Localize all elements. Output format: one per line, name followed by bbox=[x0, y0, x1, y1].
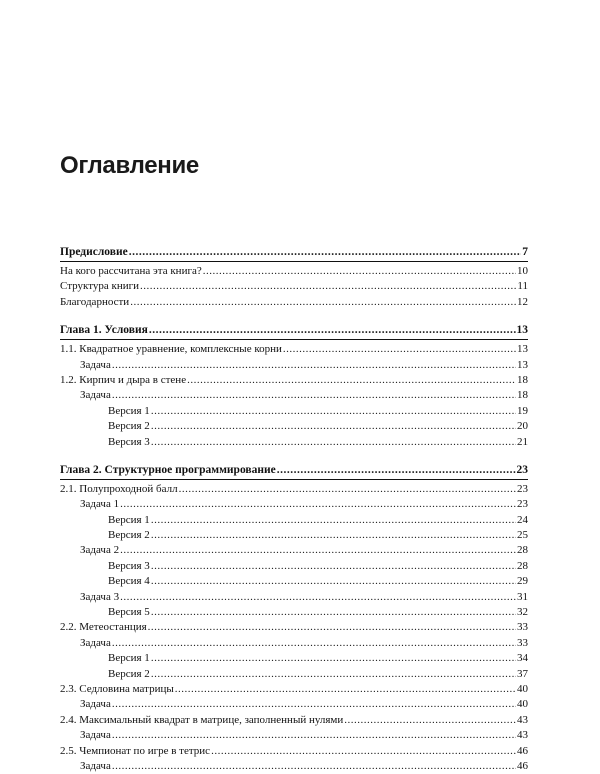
dot-leader bbox=[149, 322, 516, 339]
toc-entry[interactable] bbox=[60, 682, 528, 697]
toc-page-number: 40 bbox=[517, 682, 528, 695]
toc-entry[interactable] bbox=[60, 373, 528, 388]
toc-page-number: 12 bbox=[517, 295, 528, 308]
dot-leader bbox=[120, 543, 516, 558]
dot-leader bbox=[151, 651, 516, 666]
toc-entry[interactable] bbox=[60, 667, 528, 682]
toc-entry-label: 2.1. Полупроходной балл bbox=[60, 482, 178, 495]
dot-leader bbox=[148, 620, 516, 635]
toc-page-number: 24 bbox=[517, 513, 528, 526]
toc-chapter[interactable] bbox=[60, 462, 528, 480]
dot-leader bbox=[151, 559, 516, 574]
toc-page-number: 10 bbox=[517, 265, 528, 277]
toc-entry[interactable] bbox=[60, 342, 528, 357]
dot-leader bbox=[151, 435, 516, 450]
toc-page-number: 13 bbox=[516, 324, 528, 337]
toc-entry[interactable] bbox=[60, 358, 528, 373]
toc-entry-label: Версия 4 bbox=[108, 575, 150, 588]
toc-entry[interactable] bbox=[60, 264, 528, 279]
dot-leader bbox=[175, 682, 516, 697]
dot-leader bbox=[203, 264, 516, 279]
toc-entry-label: Структура книги bbox=[60, 280, 139, 293]
toc-entry-label: 2.2. Метеостанция bbox=[60, 621, 147, 634]
toc-entry-label: 2.5. Чемпионат по игре в тетрис bbox=[60, 744, 211, 757]
toc-page-number: 23 bbox=[517, 498, 528, 511]
toc-chapter[interactable] bbox=[60, 244, 528, 262]
toc-entry[interactable] bbox=[60, 713, 528, 728]
dot-leader bbox=[129, 244, 522, 261]
toc-page-number: 23 bbox=[517, 482, 528, 495]
toc-entry-label: Версия 2 bbox=[108, 529, 150, 542]
toc-page-number: 19 bbox=[517, 404, 528, 417]
toc-page-number: 23 bbox=[516, 463, 528, 476]
toc-entry[interactable] bbox=[60, 574, 528, 589]
toc-page-number: 33 bbox=[517, 621, 528, 634]
dot-leader bbox=[151, 667, 516, 682]
toc-entry[interactable] bbox=[60, 295, 528, 310]
toc-entry[interactable] bbox=[60, 697, 528, 712]
toc-entry-label: 2.4. Максимальный квадрат в матрице, заполненный нулями bbox=[60, 713, 344, 726]
toc-page-number: 46 bbox=[517, 759, 528, 772]
toc-page-number: 33 bbox=[517, 636, 528, 649]
toc-page-number: 31 bbox=[517, 590, 528, 603]
toc-page-number: 7 bbox=[522, 246, 528, 258]
toc-entry[interactable] bbox=[60, 419, 528, 434]
toc-page-number: 11 bbox=[517, 280, 528, 293]
dot-leader bbox=[211, 744, 516, 759]
toc-entry[interactable] bbox=[60, 528, 528, 543]
toc-entry-label: Версия 3 bbox=[108, 559, 150, 572]
toc-entry[interactable] bbox=[60, 404, 528, 419]
toc-entry[interactable] bbox=[60, 636, 528, 651]
toc-chapter[interactable] bbox=[60, 322, 528, 340]
dot-leader bbox=[187, 373, 516, 388]
toc-entry-label: Задача bbox=[80, 698, 111, 711]
toc-entry-label: Предисловие bbox=[60, 246, 128, 258]
dot-leader bbox=[112, 636, 516, 651]
toc-entry[interactable] bbox=[60, 559, 528, 574]
toc-entry-label: Версия 2 bbox=[108, 420, 150, 433]
toc-section bbox=[60, 322, 528, 450]
toc-entry-label: Задача 2 bbox=[80, 544, 120, 557]
toc-page-number: 13 bbox=[517, 358, 528, 371]
toc-entry-label: Благодарности bbox=[60, 295, 130, 308]
toc-entry-label: Версия 1 bbox=[108, 404, 150, 417]
toc-entry[interactable] bbox=[60, 388, 528, 403]
dot-leader bbox=[112, 697, 516, 712]
toc-page-number: 29 bbox=[517, 575, 528, 588]
dot-leader bbox=[151, 419, 516, 434]
dot-leader bbox=[151, 605, 516, 620]
toc-page-number: 43 bbox=[517, 713, 528, 726]
toc-page-number: 37 bbox=[517, 667, 528, 680]
toc-entry[interactable] bbox=[60, 435, 528, 450]
toc-entry-label: Задача bbox=[80, 389, 111, 402]
toc-entry[interactable] bbox=[60, 543, 528, 558]
toc-page-number: 20 bbox=[517, 420, 528, 433]
toc-entry[interactable] bbox=[60, 744, 528, 759]
toc-entry[interactable] bbox=[60, 590, 528, 605]
toc-entry-label: Задача bbox=[80, 759, 111, 772]
toc-entry-label: 1.2. Кирпич и дыра в стене bbox=[60, 373, 187, 386]
toc-page-number: 18 bbox=[517, 373, 528, 386]
toc-page-number: 32 bbox=[517, 606, 528, 619]
toc-entry-label: Версия 3 bbox=[108, 435, 150, 448]
dot-leader bbox=[151, 528, 516, 543]
toc-entry-label: Задача bbox=[80, 636, 111, 649]
toc-entry-label: Версия 5 bbox=[108, 606, 150, 619]
dot-leader bbox=[151, 574, 516, 589]
dot-leader bbox=[277, 462, 516, 479]
table-of-contents bbox=[60, 244, 528, 774]
toc-page-number: 28 bbox=[517, 544, 528, 557]
toc-page-number: 46 bbox=[517, 744, 528, 757]
toc-page-number: 13 bbox=[517, 343, 528, 356]
toc-entry-label: Версия 2 bbox=[108, 667, 150, 680]
toc-entry-label: Задача 3 bbox=[80, 590, 120, 603]
dot-leader bbox=[140, 279, 516, 294]
dot-leader bbox=[179, 482, 516, 497]
toc-entry-label: Задача 1 bbox=[80, 498, 120, 511]
toc-page-number: 43 bbox=[517, 729, 528, 742]
toc-entry-label: 2.3. Седловина матрицы bbox=[60, 682, 174, 695]
toc-entry[interactable] bbox=[60, 620, 528, 635]
toc-section bbox=[60, 462, 528, 774]
toc-entry-label: Задача bbox=[80, 358, 111, 371]
toc-entry[interactable] bbox=[60, 513, 528, 528]
toc-entry[interactable] bbox=[60, 759, 528, 774]
toc-page-number: 18 bbox=[517, 389, 528, 402]
toc-entry-label: 1.1. Квадратное уравнение, комплексные корни bbox=[60, 343, 282, 356]
dot-leader bbox=[120, 497, 516, 512]
toc-page-number: 34 bbox=[517, 652, 528, 665]
toc-page-number: 28 bbox=[517, 559, 528, 572]
toc-entry-label: Версия 1 bbox=[108, 652, 150, 665]
page-title: Оглавление bbox=[60, 152, 199, 179]
toc-section bbox=[60, 244, 528, 310]
toc-entry[interactable] bbox=[60, 728, 528, 743]
toc-entry[interactable] bbox=[60, 497, 528, 512]
toc-entry[interactable] bbox=[60, 605, 528, 620]
toc-page-number: 21 bbox=[517, 435, 528, 448]
toc-entry[interactable] bbox=[60, 482, 528, 497]
toc-entry-label: На кого рассчитана эта книга? bbox=[60, 265, 202, 277]
dot-leader bbox=[130, 295, 516, 310]
dot-leader bbox=[151, 513, 516, 528]
dot-leader bbox=[344, 713, 516, 728]
dot-leader bbox=[112, 759, 516, 774]
toc-entry[interactable] bbox=[60, 651, 528, 666]
toc-entry-label: Глава 2. Структурное программирование bbox=[60, 463, 276, 476]
dot-leader bbox=[120, 590, 516, 605]
dot-leader bbox=[283, 342, 516, 357]
toc-entry-label: Глава 1. Условия bbox=[60, 324, 148, 337]
toc-entry-label: Задача bbox=[80, 729, 111, 742]
dot-leader bbox=[151, 404, 516, 419]
toc-page-number: 25 bbox=[517, 529, 528, 542]
dot-leader bbox=[112, 728, 516, 743]
toc-page-number: 40 bbox=[517, 698, 528, 711]
dot-leader bbox=[112, 388, 516, 403]
dot-leader bbox=[112, 358, 516, 373]
toc-entry-label: Версия 1 bbox=[108, 513, 150, 526]
toc-entry[interactable] bbox=[60, 279, 528, 294]
